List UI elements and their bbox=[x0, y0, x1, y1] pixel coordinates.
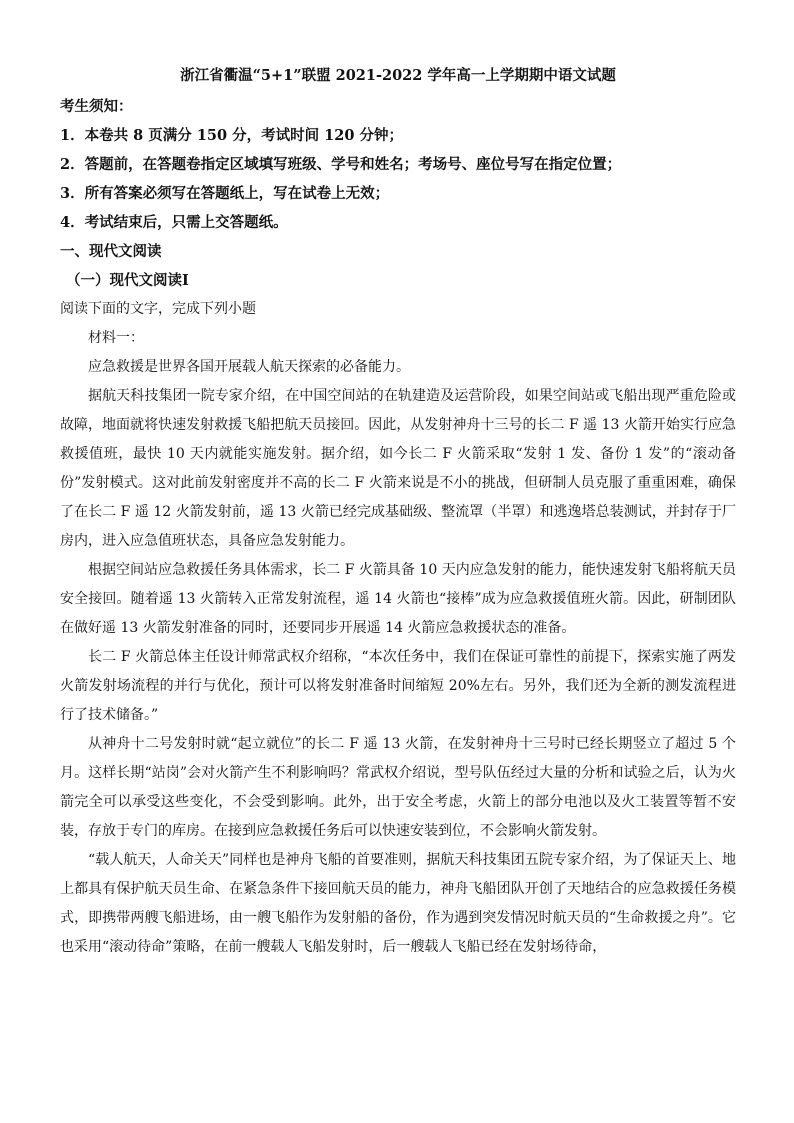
reading-instruction: 阅读下面的文字，完成下列小题 bbox=[60, 301, 256, 317]
passage-paragraph-4: 长二 F 火箭总体主任设计师常武权介绍称，“本次任务中，我们在保证可靠性的前提下，探索实施了两发火箭发射场流程的并行与优化，预计可以将发射准备时间缩短 20%左右。另外，我们还为全新的测发流程进行了技术储备。” bbox=[60, 649, 736, 723]
passage-paragraph-6: “载人航天，人命关天”同样也是神舟飞船的首要准则，据航天科技集团五院专家介绍，为了保证天上、地上都具有保护航天员生命、在紧急条件下接回航天员的能力，神舟飞船团队开创了天地结合的应急救援任务模式，即携带两艘飞船进场，由一艘飞船作为发射船的备份，作为遇到突发情况时航天员的“生命救援之舟”。它也采用“滚动待命”策略，在前一艘载人飞船发射时，后一艘载人飞船已经在发射场待命， bbox=[60, 852, 736, 955]
section-heading: 一、现代文阅读 bbox=[60, 243, 162, 260]
notice-heading: 考生须知： bbox=[60, 98, 133, 115]
passage-paragraph-3: 根据空间站应急救援任务具体需求，长二 F 火箭具备 10 天内应急发射的能力，能快速发射飞船将航天员安全接回。随着遥 13 火箭转入正常发射流程，遥 14 火箭也“接棒”成为应急救援值班火箭。因此，研制团队在做好遥 13 火箭发射准备的同时，还要同步开展遥 14 火箭应急救援状态的准备。 bbox=[60, 562, 736, 636]
notice-item-1: 1．本卷共 8 页满分 150 分，考试时间 120 分钟； bbox=[60, 127, 403, 144]
passage-paragraph-1: 应急救援是世界各国开展载人航天探索的必备能力。 bbox=[88, 359, 410, 375]
subsection-heading: （一）现代文阅读Ⅰ bbox=[66, 272, 189, 289]
notice-item-4: 4．考试结束后，只需上交答题纸。 bbox=[60, 214, 288, 231]
notice-item-3: 3．所有答案必须写在答题纸上，写在试卷上无效； bbox=[60, 185, 390, 202]
document-page bbox=[60, 62, 736, 962]
notice-item-2: 2．答题前，在答题卷指定区域填写班级、学号和姓名；考场号、座位号写在指定位置； bbox=[60, 156, 622, 173]
passage-paragraph-2: 据航天科技集团一院专家介绍，在中国空间站的在轨建造及运营阶段，如果空间站或飞船出现严重危险或故障，地面就将快速发射救援飞船把航天员接回。因此，从发射神舟十三号的长二 F 遥 13 火箭开始实行应急救援值班，最快 10 天内就能实施发射。据介绍，如今长二 F 火箭采取“发射 1 发、备份 1 发”的“滚动备份”发射模式。这对此前发射密度并不高的长二 F 火箭来说是不小的挑战，但研制人员克服了重重困难，确保了在长二 F 遥 12 火箭发射前，遥 13 火箭已经完成基础级、整流罩（半罩）和逃逸塔总装测试，并封存于厂房内，进入应急值班状态，具备应急发射能力。 bbox=[60, 388, 736, 549]
material-label: 材料一： bbox=[88, 330, 144, 346]
passage-paragraph-5: 从神舟十二号发射时就“起立就位”的长二 F 遥 13 火箭，在发射神舟十三号时已经长期竖立了超过 5 个月。这样长期“站岗”会对火箭产生不利影响吗？常武权介绍说，型号队伍经过大量的分析和试验之后，认为火箭完全可以承受这些变化，不会受到影响。此外，出于安全考虑，火箭上的部分电池以及火工装置等暂不安装，存放于专门的库房。在接到应急救援任务后可以快速安装到位，不会影响火箭发射。 bbox=[60, 736, 736, 839]
page-title: 浙江省衢温“5+1”联盟 2021-2022 学年高一上学期期中语文试题 bbox=[180, 67, 616, 84]
